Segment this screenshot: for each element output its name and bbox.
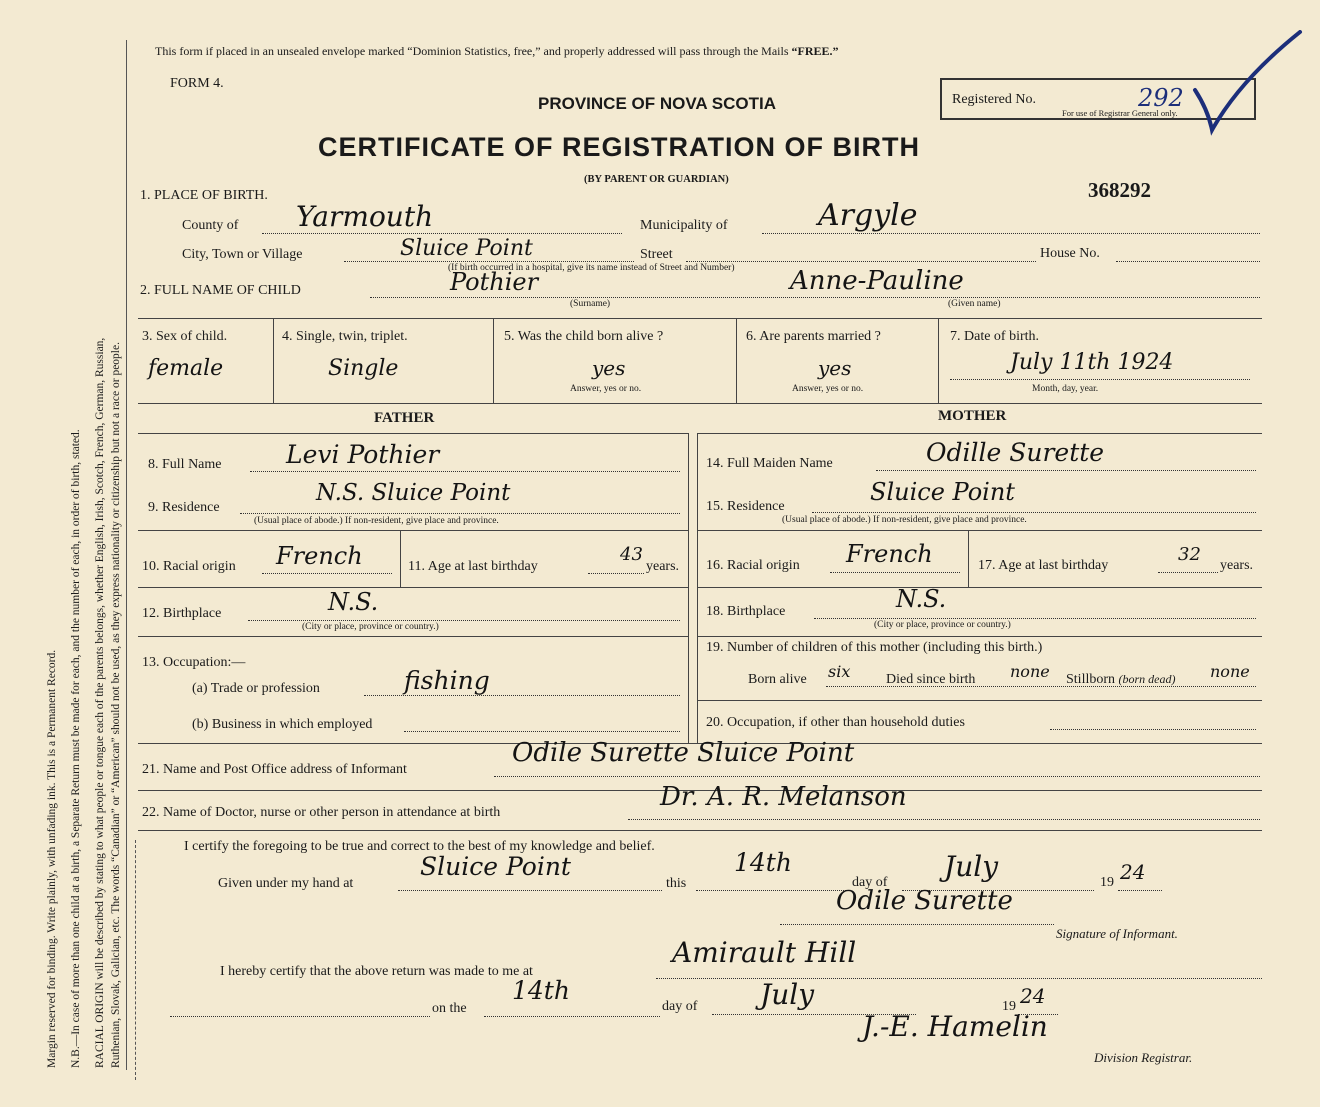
parents-married-note: Answer, yes or no. xyxy=(792,384,864,394)
sex-value: female xyxy=(148,356,224,381)
informant-signature-label: Signature of Informant. xyxy=(1056,926,1178,941)
street-label: Street xyxy=(640,247,673,262)
given-day: 14th xyxy=(734,848,792,877)
mother-years-label: years. xyxy=(1220,558,1254,573)
father-name-label: 8. Full Name xyxy=(148,457,222,472)
form-number: FORM 4. xyxy=(170,76,224,91)
serial-number: 368292 xyxy=(1088,178,1151,202)
certificate-title: CERTIFICATE OF REGISTRATION OF BIRTH xyxy=(318,132,920,162)
registered-label: Registered No. xyxy=(952,92,1036,107)
municipality-value: Argyle xyxy=(818,198,918,233)
parents-married-question: 6. Are parents married ? xyxy=(746,329,881,344)
registered-month: July xyxy=(760,978,815,1011)
father-age-label: 11. Age at last birthday xyxy=(408,559,538,574)
city-value: Sluice Point xyxy=(400,236,533,261)
mother-race-value: French xyxy=(846,540,933,568)
father-residence-label: 9. Residence xyxy=(148,500,220,515)
father-birthplace-label: 12. Birthplace xyxy=(142,606,222,621)
mother-age-label: 17. Age at last birthday xyxy=(978,558,1109,573)
margin-note-racial-origin-2: Ruthenian, Slovak, Galician, etc. The words “Canadian” or “American” should not be used, as they express nationality or citizenship but not a race or people. xyxy=(110,342,122,1068)
mother-occupation-label: 20. Occupation, if other than household duties xyxy=(706,715,965,730)
mother-name-value: Odille Surette xyxy=(926,438,1105,467)
given-year-prefix: 19 xyxy=(1100,875,1114,890)
born-alive-count-label: Born alive xyxy=(748,672,807,687)
hospital-note: (If birth occurred in a hospital, give its name instead of Street and Number) xyxy=(448,263,735,273)
child-surname: Pothier xyxy=(450,268,539,296)
registered-day-of-label: day of xyxy=(662,999,698,1014)
stillborn-value: none xyxy=(1210,662,1250,681)
occupation-label: 13. Occupation:— xyxy=(142,655,246,670)
this-label: this xyxy=(666,876,687,891)
registered-year-prefix: 19 xyxy=(1002,999,1016,1014)
mother-birthplace-note: (City or place, province or country.) xyxy=(874,620,1011,630)
mother-birthplace-value: N.S. xyxy=(896,585,947,613)
doctor-value: Dr. A. R. Melanson xyxy=(660,782,907,812)
father-race-label: 10. Racial origin xyxy=(142,559,236,574)
plurality-value: Single xyxy=(328,356,399,381)
given-day-of-label: day of xyxy=(852,875,888,890)
mail-notice xyxy=(155,44,839,59)
business-label: (b) Business in which employed xyxy=(192,717,373,732)
margin-note-racial-origin-1: RACIAL ORIGIN will be described by stating to what people or tongue each of the parents belongs, whether English, Irish, Scotch, French, German, Russian, xyxy=(94,337,106,1068)
father-birthplace-value: N.S. xyxy=(328,588,379,616)
registered-day: 14th xyxy=(512,976,570,1005)
margin-rule xyxy=(126,40,127,1070)
house-number-label: House No. xyxy=(1040,246,1100,261)
born-alive-note: Answer, yes or no. xyxy=(570,384,642,394)
certificate-subtitle: (BY PARENT OR GUARDIAN) xyxy=(584,174,729,185)
mail-free-text: “FREE.” xyxy=(791,44,839,58)
trade-label: (a) Trade or profession xyxy=(192,681,320,696)
registrar-signature: J.-E. Hamelin xyxy=(862,1010,1048,1043)
mother-heading: MOTHER xyxy=(938,408,1007,424)
born-alive-question: 5. Was the child born alive ? xyxy=(504,329,664,344)
margin-note-binding: Margin reserved for binding. Write plainly, with unfading ink. This is a Permanent Record. xyxy=(46,649,58,1068)
father-heading: FATHER xyxy=(374,410,435,426)
doctor-label: 22. Name of Doctor, nurse or other person in attendance at birth xyxy=(142,805,501,820)
registered-year-suffix: 24 xyxy=(1020,984,1046,1008)
died-since-birth-value: none xyxy=(1010,662,1050,681)
registrar-place: Amirault Hill xyxy=(672,936,857,969)
division-registrar-label: Division Registrar. xyxy=(1094,1050,1193,1065)
dob-value: July 11th 1924 xyxy=(1010,350,1174,375)
given-at-label: Given under my hand at xyxy=(218,876,354,891)
mother-residence-value: Sluice Point xyxy=(870,478,1015,506)
father-residence-value: N.S. Sluice Point xyxy=(316,480,511,506)
trade-value: fishing xyxy=(404,666,490,695)
given-month: July xyxy=(944,850,999,883)
plurality-label: 4. Single, twin, triplet. xyxy=(282,329,408,344)
municipality-label: Municipality of xyxy=(640,218,728,233)
father-name-value: Levi Pothier xyxy=(286,440,440,469)
dob-note: Month, day, year. xyxy=(1032,384,1099,394)
county-value: Yarmouth xyxy=(296,200,434,233)
city-label: City, Town or Village xyxy=(182,247,303,262)
registered-number: 292 xyxy=(1138,84,1184,112)
parents-married-answer: yes xyxy=(818,356,852,380)
born-alive-answer: yes xyxy=(592,356,626,380)
given-name-note: (Given name) xyxy=(948,299,1001,309)
certify-statement: I certify the foregoing to be true and correct to the best of my knowledge and belief. xyxy=(184,839,655,854)
margin-note-multiple-births: N.B.—In case of more than one child at a birth, a Separate Return must be made for each, and the number of each, in order of birth, stated. xyxy=(70,429,82,1068)
died-since-birth-label: Died since birth xyxy=(886,672,976,687)
informant-value: Odile Surette Sluice Point xyxy=(512,738,855,768)
mother-birthplace-label: 18. Birthplace xyxy=(706,604,786,619)
mother-residence-label: 15. Residence xyxy=(706,499,785,514)
stillborn-label-text: Stillborn xyxy=(1066,672,1116,687)
child-given-name: Anne-Pauline xyxy=(790,266,964,296)
mother-name-label: 14. Full Maiden Name xyxy=(706,456,833,471)
surname-note: (Surname) xyxy=(570,299,611,309)
mother-age-value: 32 xyxy=(1178,544,1201,565)
registered-note: For use of Registrar General only. xyxy=(1062,108,1178,118)
informant-label: 21. Name and Post Office address of Informant xyxy=(142,762,407,777)
mother-residence-note: (Usual place of abode.) If non-resident, give place and province. xyxy=(782,515,1027,525)
county-label: County of xyxy=(182,218,239,233)
dob-label: 7. Date of birth. xyxy=(950,329,1040,344)
registrar-statement: I hereby certify that the above return was made to me at xyxy=(220,964,533,979)
given-at-place: Sluice Point xyxy=(420,852,571,881)
father-birthplace-note: (City or place, province or country.) xyxy=(302,622,439,632)
stillborn-note: (born dead) xyxy=(1118,672,1176,686)
father-race-value: French xyxy=(276,542,363,570)
province-heading: PROVINCE OF NOVA SCOTIA xyxy=(538,94,777,113)
born-alive-count-value: six xyxy=(828,662,851,681)
child-name-label: 2. FULL NAME OF CHILD xyxy=(140,283,301,298)
mother-race-label: 16. Racial origin xyxy=(706,558,800,573)
father-age-value: 43 xyxy=(620,544,643,565)
father-residence-note: (Usual place of abode.) If non-resident, give place and province. xyxy=(254,516,499,526)
mail-notice-text: This form if placed in an unsealed envelope marked “Dominion Statistics, free,” and properly addressed will pass through the Mails xyxy=(155,44,789,58)
place-of-birth-label: 1. PLACE OF BIRTH. xyxy=(140,188,268,203)
sex-label: 3. Sex of child. xyxy=(142,329,228,344)
check-mark-icon xyxy=(1190,30,1305,140)
father-years-label: years. xyxy=(646,559,680,574)
informant-signature: Odile Surette xyxy=(836,886,1013,916)
children-count-label: 19. Number of children of this mother (including this birth.) xyxy=(706,640,1043,655)
given-year-suffix: 24 xyxy=(1120,860,1146,884)
on-the-label: on the xyxy=(432,1001,467,1016)
